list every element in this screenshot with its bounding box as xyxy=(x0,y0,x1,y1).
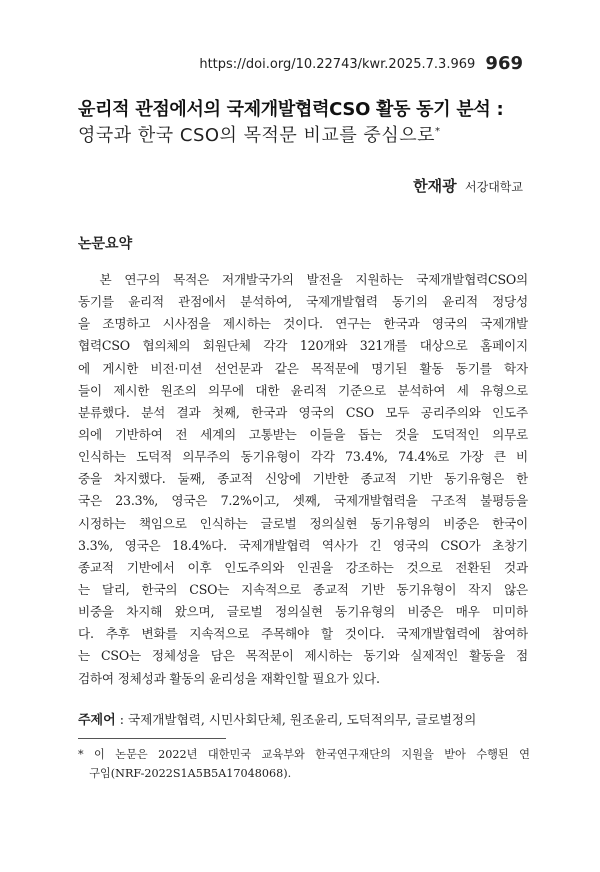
abstract-line: 본 연구의 목적은 저개발국가의 발전을 지원하는 국제개발협력CSO의 xyxy=(78,272,528,287)
author-affiliation: 서강대학교 xyxy=(465,180,523,194)
keywords-label: 주제어 xyxy=(78,713,116,728)
abstract-line: 동기를 윤리적 관점에서 분석하여, 국제개발협력 동기의 윤리적 정당성 xyxy=(78,294,528,310)
keywords-text: 국제개발협력, 시민사회단체, 원조윤리, 도덕적의무, 글로벌정의 xyxy=(127,712,477,727)
abstract-line: 에 게시한 비전·미션 선언문과 같은 목적문에 명기된 활동 동기를 학자 xyxy=(78,360,528,376)
abstract-line: 종교적 기반에서 이후 인도주의와 인권을 강조하는 것으로 전환된 것과 xyxy=(78,559,528,575)
footnote-divider xyxy=(78,738,226,739)
paper-title: 윤리적 관점에서의 국제개발협력CSO 활동 동기 분석 : xyxy=(78,99,504,120)
abstract-line: 시정하는 책임으로 인식하는 글로벌 정의실현 동기유형의 비중은 한국이 xyxy=(78,515,528,531)
abstract-line: 협력CSO 협의체의 회원단체 각각 120개와 321개를 대상으로 홈페이지 xyxy=(78,338,528,354)
footnote-line: * 이 논문은 2022년 대한민국 교육부와 한국연구재단의 지원을 받아 수행된 연 xyxy=(78,748,530,761)
keywords xyxy=(78,709,533,728)
abstract-line: 는 CSO는 정체성을 담은 목적문이 제시하는 동기와 실제적인 활동을 점 xyxy=(78,648,528,664)
title-footnote-mark: * xyxy=(434,126,441,137)
footnote-line: 구임(NRF-2022S1A5B5A17048068). xyxy=(78,767,292,780)
abstract-line: 중을 차지했다. 둘째, 종교적 신앙에 기반한 종교적 기반 동기유형은 한 xyxy=(78,471,528,487)
page-number: 969 xyxy=(485,53,523,74)
abstract-line: 인식하는 도덕적 의무주의 동기유형이 각각 73.4%, 74.4%로 가장 큰 비 xyxy=(78,449,528,465)
footnote xyxy=(78,745,530,783)
paper-subtitle xyxy=(78,121,440,147)
abstract-line: 의에 기반하여 전 세계의 고통받는 이들을 돕는 것을 도덕적인 의무로 xyxy=(78,426,528,442)
abstract-heading: 논문요약 xyxy=(78,236,133,252)
abstract-line: 는 달리, 한국의 CSO는 지속적으로 종교적 기반 동기유형이 작지 않은 xyxy=(78,581,528,597)
abstract-line: 국은 23.3%, 영국은 7.2%이고, 셋째, 국제개발협력을 구조적 불평등을 xyxy=(78,493,528,509)
author-block xyxy=(413,175,523,196)
running-header xyxy=(199,53,523,74)
abstract-line: 들이 제시한 원조의 의무에 대한 윤리적 기준으로 분석하여 세 유형으로 xyxy=(78,382,528,398)
abstract-line: 분류했다. 분석 결과 첫째, 한국과 영국의 CSO 모두 공리주의와 인도주 xyxy=(78,404,528,420)
abstract-line: 을 조명하고 시사점을 제시하는 것이다. 연구는 한국과 영국의 국제개발 xyxy=(78,316,528,332)
keywords-separator: : xyxy=(115,712,128,727)
abstract-line: 검하여 정체성과 활동의 윤리성을 재확인할 필요가 있다. xyxy=(78,670,380,686)
abstract-body xyxy=(78,269,528,690)
abstract-line: 3.3%, 영국은 18.4%다. 국제개발협력 역사가 긴 영국의 CSO가 초창기 xyxy=(78,537,528,553)
author-name: 한재광 xyxy=(413,177,457,195)
abstract-line: 비중을 차지해 왔으며, 글로벌 정의실현 동기유형의 비중은 매우 미미하 xyxy=(78,604,528,620)
abstract-line: 다. 추후 변화를 지속적으로 주목해야 할 것이다. 국제개발협력에 참여하 xyxy=(78,626,528,642)
paper-subtitle-text: 영국과 한국 CSO의 목적문 비교를 중심으로 xyxy=(78,125,435,146)
doi-link[interactable]: https://doi.org/10.22743/kwr.2025.7.3.969 xyxy=(199,57,476,72)
